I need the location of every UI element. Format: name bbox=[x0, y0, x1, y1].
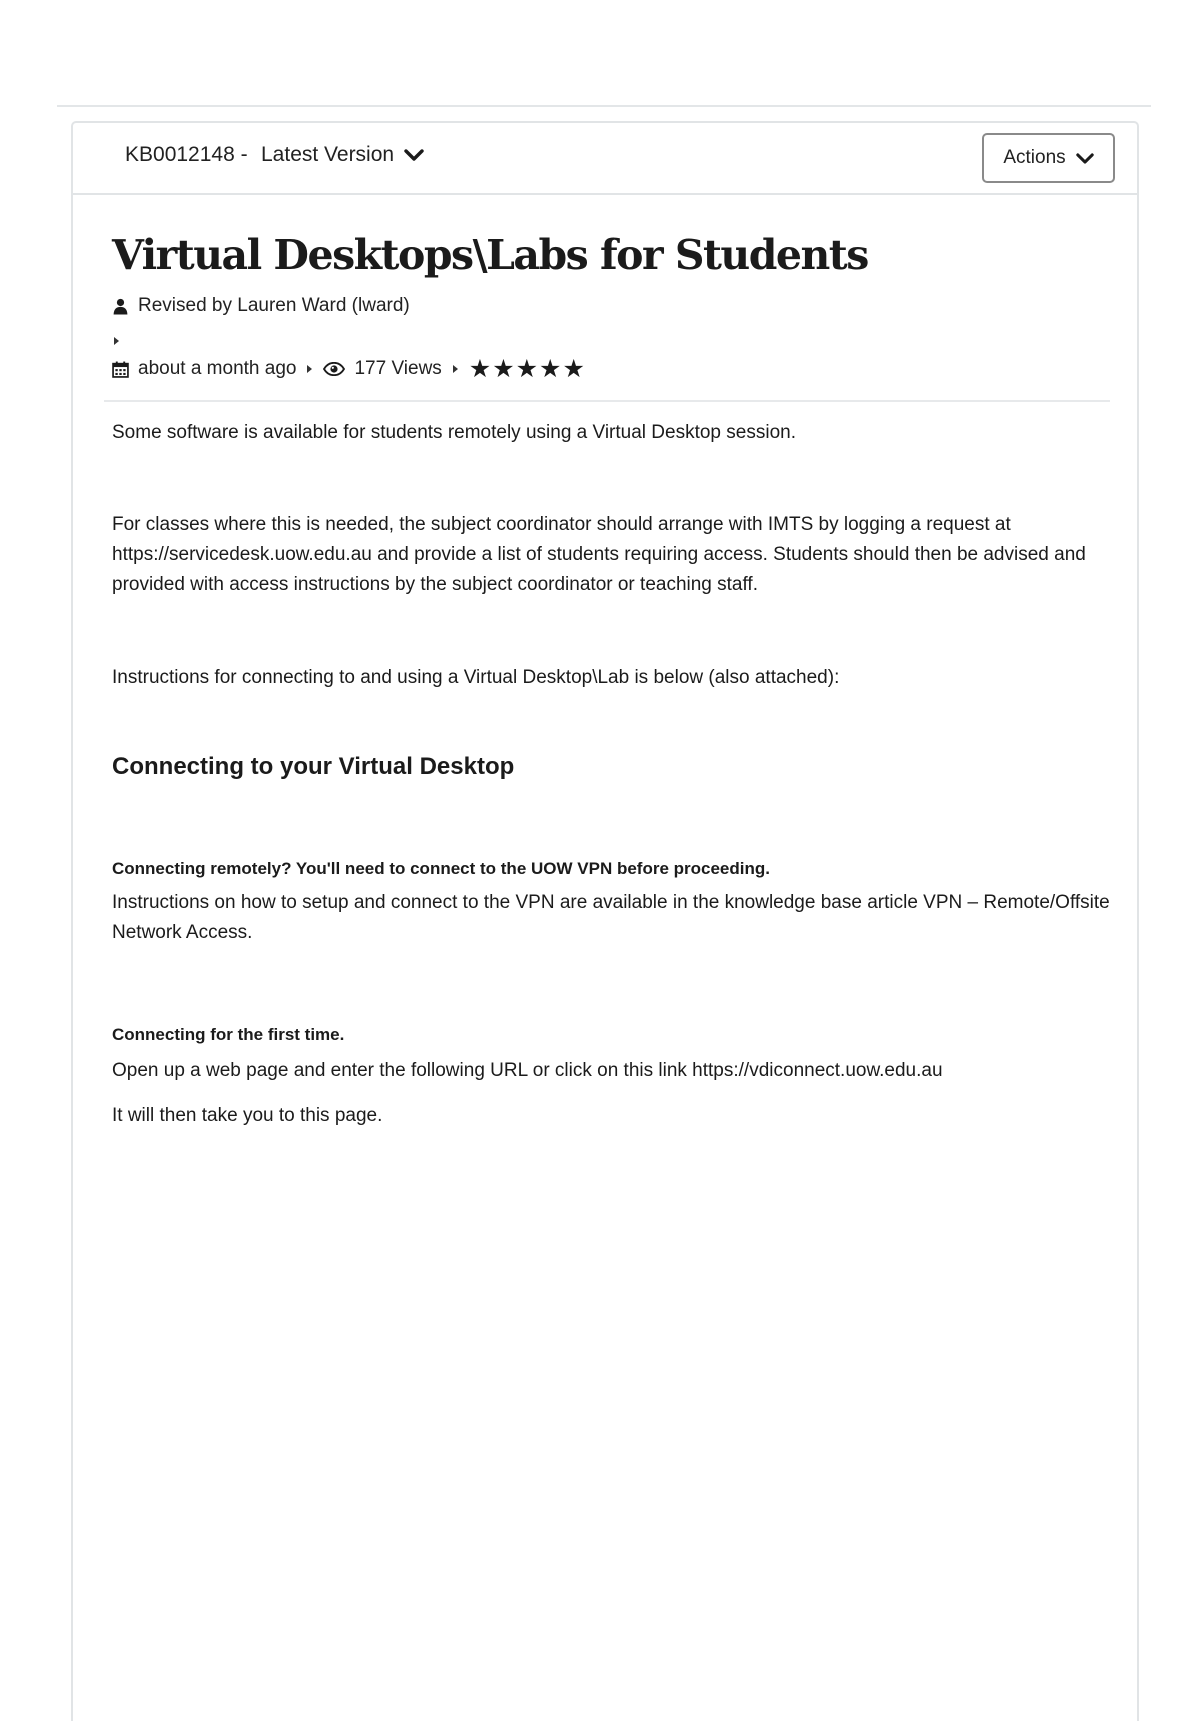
kb-number: KB0012148 - bbox=[125, 143, 248, 166]
separator-bullet bbox=[114, 337, 119, 345]
article-header-bar bbox=[73, 123, 1137, 195]
views-count: 177 Views bbox=[354, 358, 442, 379]
star-rating[interactable]: ★★★★★ bbox=[468, 355, 586, 383]
article-title: Virtual Desktops\Labs for Students bbox=[112, 231, 868, 279]
stats-row bbox=[112, 354, 586, 384]
chevron-down-icon bbox=[404, 148, 424, 162]
first-time-paragraph: Open up a web page and enter the following URL or click on this link https://vdiconnect.uow.edu.au bbox=[112, 1060, 943, 1081]
intro-paragraph: Some software is available for students remotely using a Virtual Desktop session. bbox=[112, 422, 796, 443]
revised-by-text: Revised by Lauren Ward (lward) bbox=[138, 295, 410, 316]
actions-button[interactable] bbox=[982, 133, 1115, 183]
author-row bbox=[112, 295, 410, 317]
separator-bullet bbox=[307, 365, 312, 373]
classes-paragraph: For classes where this is needed, the subject coordinator should arrange with IMTS by logging a request at https://servicedesk.uow.edu.au and provide a list of students requiring access. Students should then be advised and provided with access instructions by the subject coordinator or teaching staff. bbox=[112, 514, 1086, 595]
content-divider bbox=[104, 400, 1110, 402]
version-dropdown[interactable] bbox=[261, 143, 424, 167]
first-time-heading: Connecting for the first time. bbox=[112, 1025, 345, 1044]
eye-icon bbox=[323, 362, 345, 376]
updated-text: about a month ago bbox=[138, 358, 297, 379]
section-heading: Connecting to your Virtual Desktop bbox=[112, 753, 515, 780]
version-label: Latest Version bbox=[261, 143, 395, 166]
actions-label: Actions bbox=[1003, 147, 1066, 168]
remote-paragraph: Instructions on how to setup and connect to the VPN are available in the knowledge base article VPN – Remote/Offsite Network Access. bbox=[112, 892, 1110, 943]
top-divider bbox=[57, 105, 1151, 107]
instructions-intro: Instructions for connecting to and using a Virtual Desktop\Lab is below (also attached): bbox=[112, 667, 840, 688]
article-card bbox=[71, 121, 1139, 1721]
calendar-icon bbox=[112, 361, 129, 378]
user-icon bbox=[112, 298, 129, 315]
separator-bullet bbox=[453, 365, 458, 373]
next-step-paragraph: It will then take you to this page. bbox=[112, 1105, 383, 1126]
remote-heading: Connecting remotely? You'll need to connect to the UOW VPN before proceeding. bbox=[112, 859, 770, 878]
chevron-down-icon bbox=[1076, 152, 1094, 165]
